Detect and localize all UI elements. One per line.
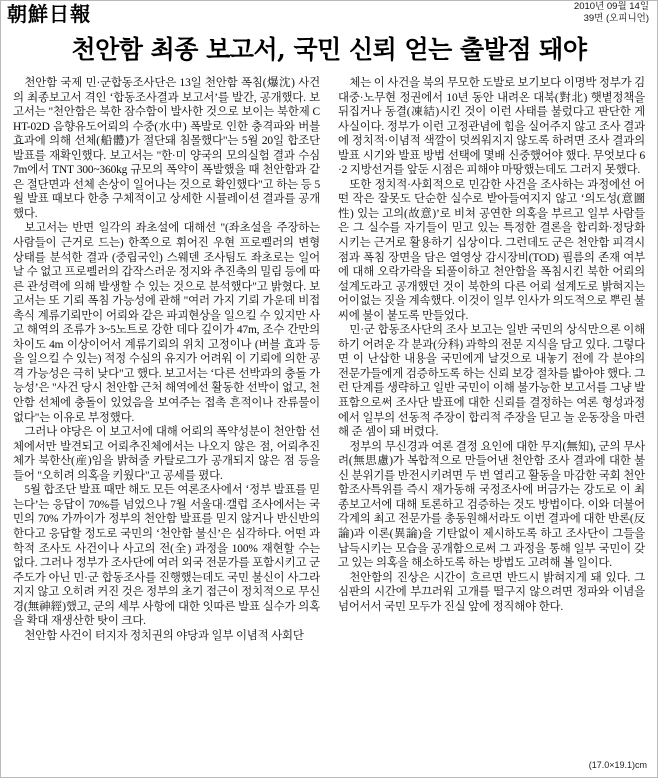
paragraph: 민·군 합동조사단의 조사 보고는 일반 국민의 상식만으론 이해하기 어려운 각 분과(分科) 과학의 전문 지식을 담고 있다. 그렇다면 이 난삽한 내용을 국민에게 날것으로 내놓기 전에 각 분야의 전문가들에게 검증하도록 하는 신뢰 보강 절차를 밟아야 했다. 그런 단계를 생략하고 일반 국민이 이해 불가능한 보고서를 그냥 발표함으로써 조사단 발표에 대한 신뢰를 결정하는 여론 형성과정에서 일부의 선동적 주장이 합리적 주장을 딛고 놀 운동장을 마련해 준 셈이 돼 버렸다. xyxy=(338,324,645,439)
publication-date: 2010년 09월 14일 xyxy=(573,1,649,12)
article-column-right xyxy=(338,76,645,643)
masthead-meta xyxy=(574,1,649,25)
paragraph: 보고서는 반면 일각의 좌초설에 대해선 "(좌초설을 주장하는 사람들이 근거로 드는) 한쪽으로 휘어진 우현 프로펠러의 변형 상태를 분석한 결과 (중립국인) 스웨덴 조사팀도 좌초로는 일어날 수 없고 프로펠러의 갑작스러운 정지와 추진축의 밀림 등에 따른 관성력에 의해 발생할 수 있는 것으로 분석했다"고 밝혔다. 보고서는 또 기뢰 폭침 가능성에 관해 "여러 가지 기뢰 가운데 비접촉식 계류기뢰만이 어뢰와 같은 파괴현상을 일으킬 수 있지만 사고 해역의 조류가 3~5노트로 강한 데다 깊이가 47m, 조수 간만의 차이도 4m 이상이어서 계류기뢰의 위치 고정이나 (버블 효과 등을 일으킬 수 있는) 적정 수심의 유지가 어려워 이 기뢰에 의한 공격 가능성은 극히 낮다"고 했다. 보고서는 ‘다른 선박과의 충돌 가능성’은 "사건 당시 천안함 근처 해역에선 활동한 선박이 없고, 천안함 선체에 충돌이 있었음을 보여주는 접촉 흔적이나 잔류물이 없다"는 이유로 부정했다. xyxy=(13,222,320,424)
paragraph: 천안함 사건이 터지자 정치권의 야당과 일부 이념적 사회단 xyxy=(24,629,304,642)
article-column-left xyxy=(13,76,320,643)
clipping-size-note: (17.0×19.1)cm xyxy=(588,760,647,770)
page-title: 천안함 최종 보고서, 국민 신뢰 얻는 출발점 돼야 xyxy=(71,35,587,64)
paragraph: 5월 합조단 발표 때만 해도 모든 여론조사에서 ‘정부 발표를 믿는다’는 응답이 70%를 넘었으나 7월 서울대·갤럽 조사에서는 국민의 70% 가까이가 정부의 천안함 발표를 믿지 않거나 반신반의한다고 응답할 정도로 국민의 ‘천안함 불신’은 심각하다. 어떤 과학적 조사도 사건이나 사고의 전(全) 과정을 100% 재현할 수는 없다. 그러나 정부가 조사단에 여러 외국 전문가를 포함시키고 군 주도가 아닌 민·군 합동조사를 진행했는데도 국민 불신이 사그라지지 않고 오히려 커진 것은 정부의 초기 접근이 정치적으로 무신경(無神經)했고, 군의 세부 사항에 대한 잇따른 발표 실수가 의혹을 확대 재생산한 탓이 크다. xyxy=(13,484,320,628)
page-section-label: 39면 (오피니언) xyxy=(583,13,649,24)
masthead-logo: 朝鮮日報 xyxy=(7,2,91,26)
paragraph: 또한 정치적·사회적으로 민감한 사건을 조사하는 과정에선 어떤 작은 잘못도 단순한 실수로 받아들여지지 않고 ‘의도성(意圖性) 있는 고의(故意)’로 비쳐 공연한 의혹을 부르고 일부 사람들은 그 실수를 자기들이 믿고 있는 특정한 결론을 합리화·정당화시키는 근거로 활용하기 십상이다. 그런데도 군은 천안함 피격시점과 폭침 장면을 담은 열영상 감시장비(TOD) 필름의 존재 여부에 대해 오락가락을 되풀이하고 천안함을 폭침시킨 북한 어뢰의 설계도라고 공개했던 것이 북한의 다른 어뢰 설계도로 밝혀지는 어이없는 짓을 계속했다. 이것이 일부 인사가 의도적으로 뿌린 불씨에 불이 붙도록 만들었다. xyxy=(338,178,645,322)
paragraph: 그러나 야당은 이 보고서에 대해 어뢰의 폭약성분이 천안함 선체에서만 발견되고 어뢰추진체에서는 나오지 않은 점, 어뢰추진체가 북한산(産)임을 밝혀줄 카탈로그가 공개되지 않은 점 등을 들어 "오히려 의혹을 키웠다"고 공세를 폈다. xyxy=(13,426,320,482)
paragraph: 천안함 국제 민·군합동조사단은 13일 천안함 폭침(爆沈) 사건의 최종보고서 격인 ‘합동조사결과 보고서’를 발간, 공개했다. 보고서는 "천안함은 북한 잠수함이 발사한 것으로 보이는 북한제 CHT-02D 음향유도어뢰의 수중(水中) 폭발로 인한 충격파와 버블 효과에 의해 선체(船體)가 절단돼 침몰했다"는 5월 20일 합조단 발표를 재확인했다. 보고서는 "한·미 양국의 모의실험 결과 수심 7m에서 TNT 300~360kg 규모의 폭약이 폭발했을 때 천안함과 같은 절단면과 선체 손상이 일어나는 것으로 확인했다"고 하는 등 5월 발표 때보다 한층 구체적이고 상세한 시뮬레이션 결과를 공개했다. xyxy=(13,77,320,220)
paragraph: 체는 이 사건을 북의 무모한 도발로 보기보다 이명박 정부가 김대중·노무현 정권에서 10년 동안 내려온 대북(對北) 햇볕정책을 뒤집거나 동결(凍結)시킨 것이 이런 사태를 불렀다고 판단한 게 사실이다. 정부가 이런 고정관념에 힘을 실어주지 않고 조사 결과에 정치적·이념적 색깔이 덧씌워지지 않도록 하려면 조사 결과의 발표 시기와 발표 방법 선택에 몇배 신중했어야 했다. 무엇보다 6·2 지방선거를 앞둔 시점은 피해야 마땅했는데도 그러지 못했다. xyxy=(338,77,646,177)
masthead xyxy=(1,1,657,31)
article-body xyxy=(1,76,657,643)
paragraph: 정부의 무신경과 여론 결정 요인에 대한 무지(無知), 군의 무사려(無思慮)가 복합적으로 만들어낸 천안함 조사 결과에 대한 불신 분위기를 반전시키려면 두 번 열리고 활동을 마감한 국회 천안함조사특위를 즉시 재가동해 국정조사에 버금가는 강도로 이 최종보고서에 대해 토론하고 검증하는 것도 방법이다. 이와 더불어 각계의 최고 전문가를 총동원해서라도 이번 결과에 대한 반론(反論)과 이론(異論)을 기탄없이 제시하도록 하고 조사단이 그들을 납득시키는 모습을 공개함으로써 그 과정을 통해 일부 국민이 갖고 있는 의혹을 해소하도록 하는 방법도 고려해 볼 일이다. xyxy=(338,440,645,570)
paragraph: 천안함의 진상은 시간이 흐르면 반드시 밝혀지게 돼 있다. 그 심판의 시간에 부끄러워 고개를 떨구지 않으려면 정파와 이념을 넘어서서 국민 모두가 진실 앞에 정직해야 한다. xyxy=(338,571,645,613)
